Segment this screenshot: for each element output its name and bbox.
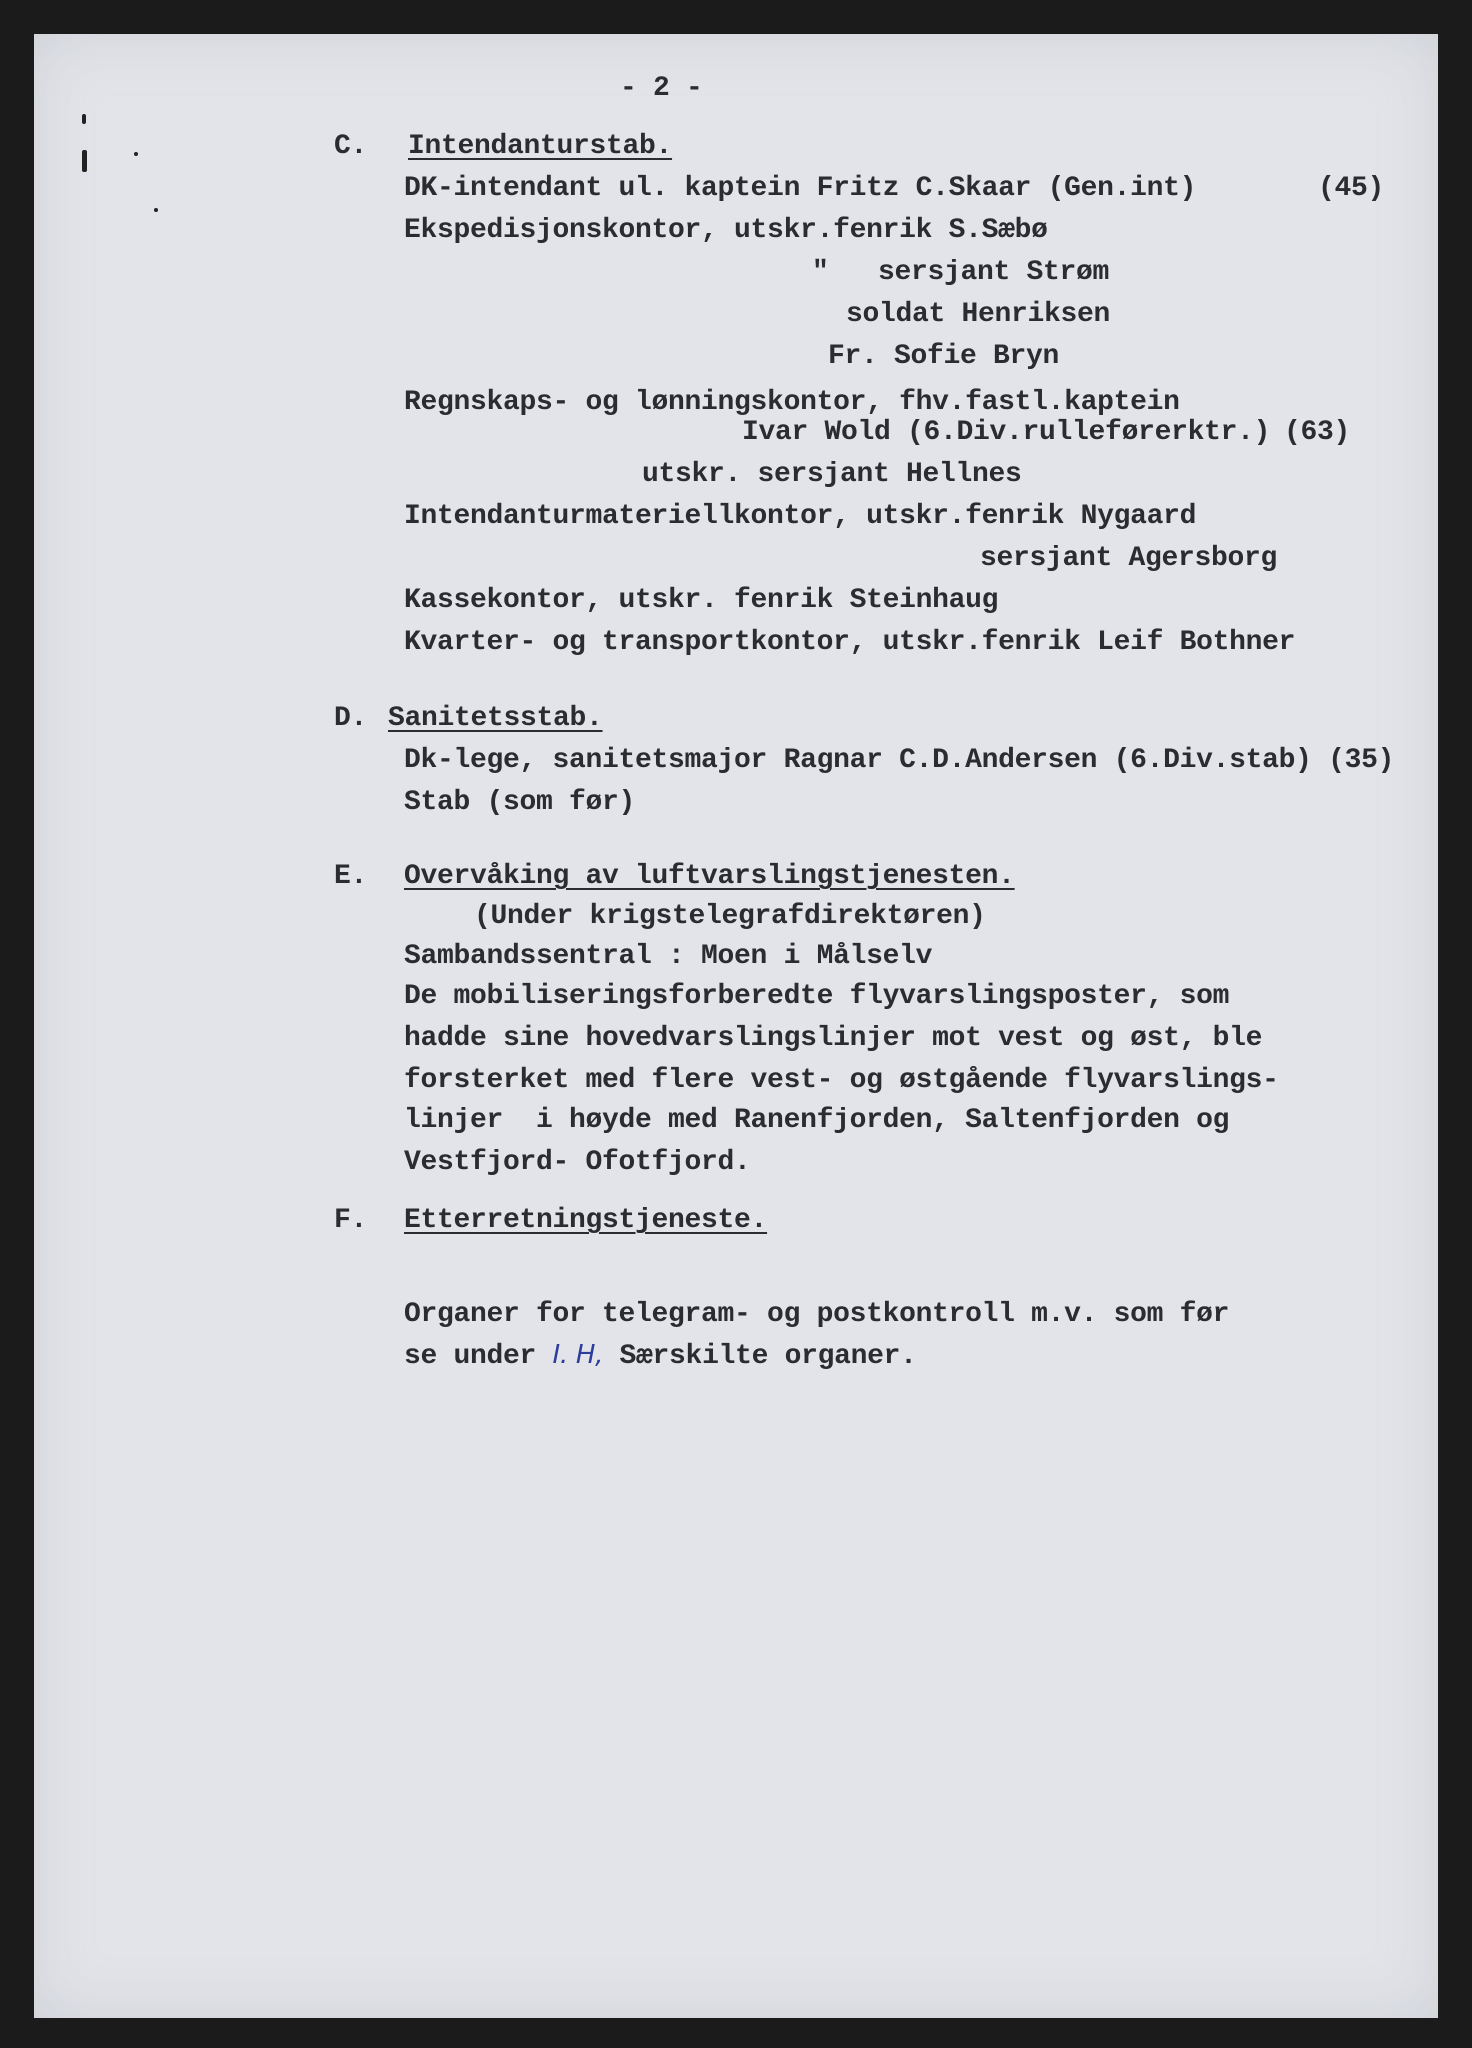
- text-line: " sersjant Strøm: [812, 257, 1110, 288]
- text-line: (Under krigstelegrafdirektøren): [474, 901, 986, 932]
- text-line: Intendanturmateriellkontor, utskr.fenrik Nygaard: [404, 501, 1197, 532]
- text-line: utskr. sersjant Hellnes: [642, 459, 1022, 490]
- text-line: hadde sine hovedvarslingslinjer mot vest og øst, ble: [404, 1023, 1263, 1054]
- reference-number: (63): [1284, 417, 1351, 448]
- text-line: Regnskaps- og lønningskontor, fhv.fastl.kaptein: [404, 387, 1180, 418]
- text-line: soldat Henriksen: [846, 299, 1111, 330]
- text-line: Fr. Sofie Bryn: [828, 341, 1060, 372]
- section-letter-e: E.: [334, 861, 368, 892]
- text-line: DK-intendant ul. kaptein Fritz C.Skaar (Gen.int): [404, 173, 1197, 204]
- text-line: forsterket med flere vest- og østgående flyvarslings-: [404, 1065, 1279, 1096]
- text-line: Kvarter- og transportkontor, utskr.fenrik Leif Bothner: [404, 627, 1296, 658]
- punch-mark: [134, 152, 138, 156]
- closing-text: se under: [404, 1341, 553, 1372]
- punch-mark: [82, 150, 87, 172]
- section-letter-f: F.: [334, 1205, 368, 1236]
- section-title-d: Sanitetsstab.: [388, 703, 603, 734]
- closing-line: [404, 1338, 917, 1374]
- punch-mark: [154, 208, 158, 212]
- handwritten-annotation: I. H,: [552, 1340, 604, 1370]
- text-line: Dk-lege, sanitetsmajor Ragnar C.D.Andersen (6.Div.stab) (35): [404, 745, 1395, 776]
- section-letter-c: C.: [334, 131, 368, 162]
- paper-sheet: [34, 34, 1438, 2018]
- section-title-f: Etterretningstjeneste.: [404, 1205, 768, 1236]
- text-line: Sambandssentral : Moen i Målselv: [404, 941, 933, 972]
- text-line: Kassekontor, utskr. fenrik Steinhaug: [404, 585, 999, 616]
- punch-mark: [82, 114, 86, 124]
- page-number: - 2 -: [620, 73, 703, 104]
- text-line: Ivar Wold (6.Div.rulleførerktr.): [742, 417, 1271, 448]
- text-line: Vestfjord- Ofotfjord.: [404, 1147, 751, 1178]
- section-title-c: Intendanturstab.: [408, 131, 673, 162]
- closing-text: Særskilte organer.: [603, 1341, 917, 1372]
- closing-line: Organer for telegram- og postkontroll m.v. som før: [404, 1299, 1230, 1330]
- text-line: Stab (som før): [404, 787, 636, 818]
- section-title-e: Overvåking av luftvarslingstjenesten.: [404, 861, 1015, 892]
- text-line: linjer i høyde med Ranenfjorden, Saltenfjorden og: [404, 1105, 1230, 1136]
- text-line: De mobiliseringsforberedte flyvarslingsposter, som: [404, 981, 1230, 1012]
- text-line: sersjant Agersborg: [980, 543, 1278, 574]
- reference-number: (45): [1318, 173, 1385, 204]
- section-letter-d: D.: [334, 703, 368, 734]
- text-line: Ekspedisjonskontor, utskr.fenrik S.Sæbø: [404, 215, 1048, 246]
